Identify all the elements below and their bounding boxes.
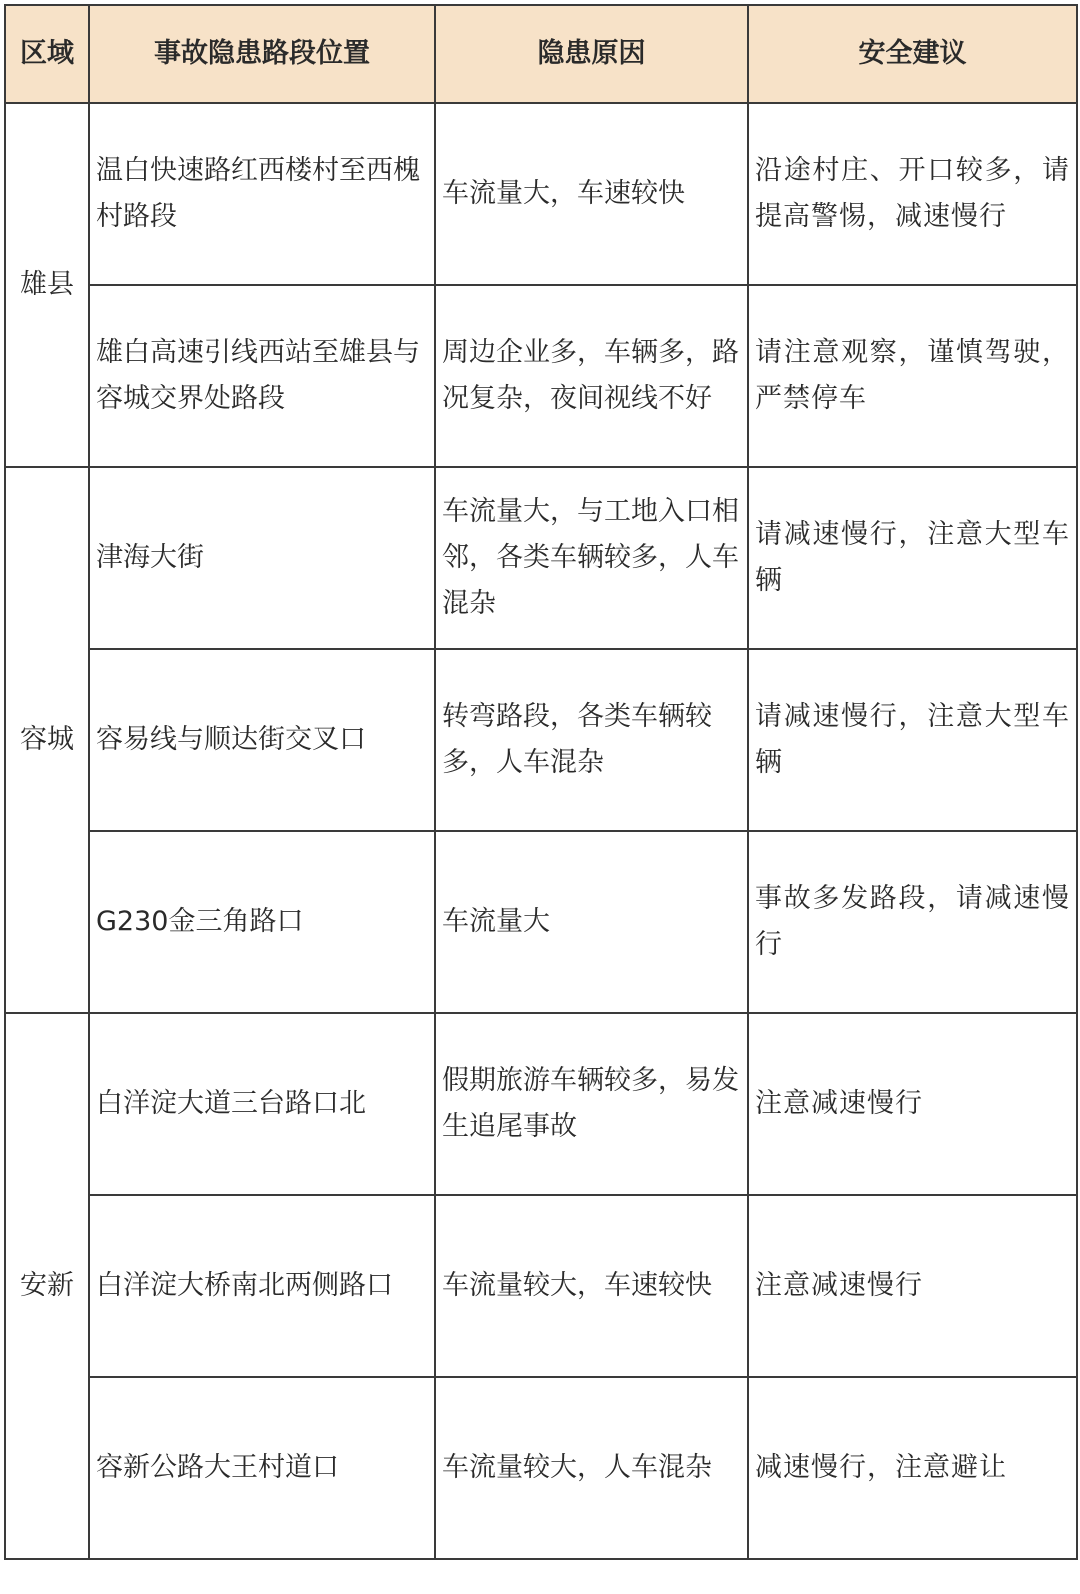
advice-cell: 请减速慢行，注意大型车辆	[748, 649, 1077, 831]
reason-cell: 周边企业多，车辆多，路况复杂，夜间视线不好	[435, 285, 748, 467]
region-cell-rongcheng: 容城	[5, 467, 89, 1013]
location-cell: G230金三角路口	[89, 831, 435, 1013]
location-cell: 津海大街	[89, 467, 435, 649]
location-cell: 温白快速路红西楼村至西槐村路段	[89, 103, 435, 285]
region-cell-xiongxian: 雄县	[5, 103, 89, 467]
reason-cell: 车流量较大，车速较快	[435, 1195, 748, 1377]
header-reason: 隐患原因	[435, 5, 748, 103]
table-row	[5, 285, 1077, 467]
header-row	[5, 5, 1077, 103]
table-row	[5, 103, 1077, 285]
advice-cell: 注意减速慢行	[748, 1013, 1077, 1195]
header-region: 区域	[5, 5, 89, 103]
reason-cell: 车流量较大，人车混杂	[435, 1377, 748, 1559]
reason-cell: 车流量大，与工地入口相邻，各类车辆较多，人车混杂	[435, 467, 748, 649]
table-row	[5, 1195, 1077, 1377]
location-cell: 白洋淀大桥南北两侧路口	[89, 1195, 435, 1377]
advice-cell: 请减速慢行，注意大型车辆	[748, 467, 1077, 649]
advice-cell: 减速慢行，注意避让	[748, 1377, 1077, 1559]
advice-cell: 注意减速慢行	[748, 1195, 1077, 1377]
table-row	[5, 467, 1077, 649]
location-cell: 白洋淀大道三台路口北	[89, 1013, 435, 1195]
advice-cell: 事故多发路段，请减速慢行	[748, 831, 1077, 1013]
header-location: 事故隐患路段位置	[89, 5, 435, 103]
table-row	[5, 1013, 1077, 1195]
advice-cell: 请注意观察，谨慎驾驶，严禁停车	[748, 285, 1077, 467]
reason-cell: 转弯路段，各类车辆较多，人车混杂	[435, 649, 748, 831]
location-cell: 容新公路大王村道口	[89, 1377, 435, 1559]
advice-cell: 沿途村庄、开口较多，请提高警惕，减速慢行	[748, 103, 1077, 285]
table-row	[5, 649, 1077, 831]
location-cell: 雄白高速引线西站至雄县与容城交界处路段	[89, 285, 435, 467]
header-advice: 安全建议	[748, 5, 1077, 103]
location-cell: 容易线与顺达街交叉口	[89, 649, 435, 831]
region-cell-anxin: 安新	[5, 1013, 89, 1559]
table-row	[5, 831, 1077, 1013]
reason-cell: 假期旅游车辆较多，易发生追尾事故	[435, 1013, 748, 1195]
reason-cell: 车流量大	[435, 831, 748, 1013]
hazard-table	[4, 4, 1078, 1560]
reason-cell: 车流量大，车速较快	[435, 103, 748, 285]
table-row	[5, 1377, 1077, 1559]
